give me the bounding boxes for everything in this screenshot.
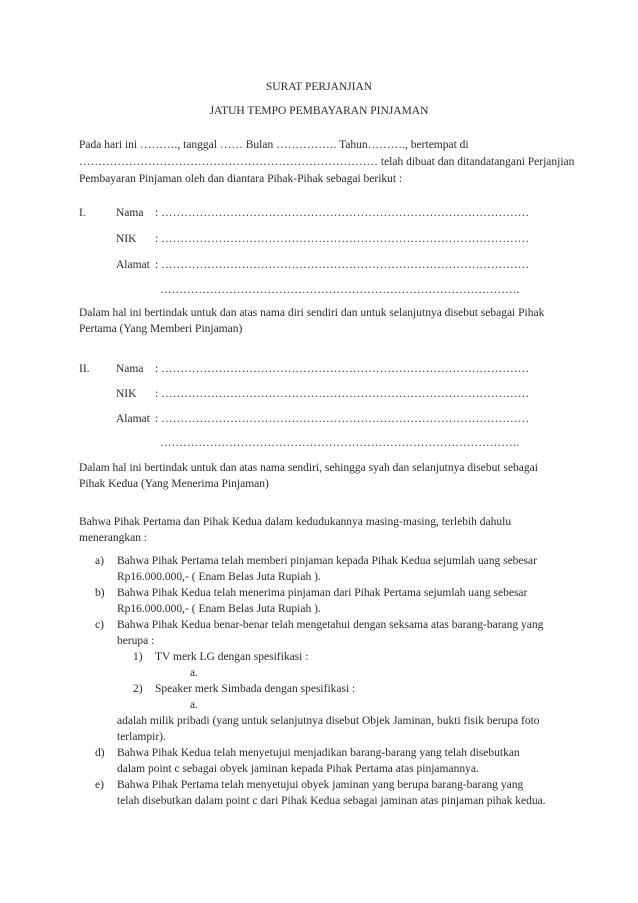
intro-line: Pembayaran Pinjaman oleh dan diantara Pihak-Pihak sebagai berikut : [79,173,403,185]
point-b-marker: b) [95,587,105,599]
party2-description: Dalam hal ini bertindak untuk dan atas nama sendiri, sehingga syah dan selanjutnya disebut sebagai [79,462,538,474]
party2-name-label: Nama [116,363,144,375]
preamble-line: Bahwa Pihak Pertama dan Pihak Kedua dalam kedudukannya masing-masing, terlebih dahulu [79,516,512,528]
point-c-text: berupa : [117,635,155,647]
party2-nik-value: : …………………………………………………………………………………… [155,388,530,400]
party1-address-value: : …………………………………………………………………………………… [155,259,530,271]
point-c-sub2-marker: 2) [133,683,143,695]
point-a-text: Bahwa Pihak Pertama telah memberi pinjaman kepada Pihak Kedua sejumlah uang sebesar [117,555,537,567]
party1-name-label: Nama [116,207,144,219]
preamble-line: menerangkan : [79,532,148,544]
point-d-text: Bahwa Pihak Kedua telah menyetujui menjadikan barang-barang yang telah disebutkan [117,747,520,759]
point-e-text: telah disebutkan dalam point c dari Pihak Kedua sebagai jaminan atas pinjaman pihak kedua. [117,795,546,807]
party2-name-value: : …………………………………………………………………………………… [155,363,530,375]
party2-description: Pihak Kedua (Yang Menerima Pinjaman) [79,478,269,490]
intro-line: …………………………………………………………………… telah dibuat dan ditandatangani Perjanjian [79,156,575,168]
point-c-sub1-marker: 1) [133,651,143,663]
point-c-marker: c) [95,619,104,631]
point-c-text: Bahwa Pihak Kedua benar-benar telah mengetahui dengan seksama atas barang-barang yang [117,619,544,631]
party1-address-label: Alamat [116,259,150,271]
party1-numeral: I. [79,207,86,219]
point-c-sub2-item: a. [190,699,198,711]
party2-address-value: : …………………………………………………………………………………… [155,413,530,425]
party1-description: Pertama (Yang Memberi Pinjaman) [79,323,243,335]
point-a-text: Rp16.000.000,- ( Enam Belas Juta Rupiah ). [117,571,321,583]
party1-name-value: : …………………………………………………………………………………… [155,207,530,219]
point-b-text: Rp16.000.000,- ( Enam Belas Juta Rupiah ). [117,603,321,615]
point-b-text: Bahwa Pihak Kedua telah menerima pinjaman dari Pihak Pertama sejumlah uang sebesar [117,587,528,599]
point-c-sub1-item: a. [190,667,198,679]
party2-numeral: II. [79,363,90,375]
party1-nik-label: NIK [116,233,137,245]
party1-address-cont: …………………………………………………………………………………. [160,284,520,296]
party2-address-cont: …………………………………………………………………………………. [160,437,520,449]
point-c-text: terlampir). [117,731,166,743]
point-a-marker: a) [95,555,104,567]
point-c-text: adalah milik pribadi (yang untuk selanjutnya disebut Objek Jaminan, bukti fisik berupa foto [117,715,540,727]
party2-nik-label: NIK [116,388,137,400]
point-c-sub2-text: Speaker merk Simbada dengan spesifikasi : [155,683,356,695]
document-title: SURAT PERJANJIAN [265,81,373,93]
party2-address-label: Alamat [116,413,150,425]
point-e-marker: e) [95,779,104,791]
point-d-text: dalam point c sebagai obyek jaminan kepada Pihak Pertama atas pinjamannya. [117,763,479,775]
document-subtitle: JATUH TEMPO PEMBAYARAN PINJAMAN [209,105,429,117]
party1-nik-value: : …………………………………………………………………………………… [155,233,530,245]
intro-line: Pada hari ini ………., tanggal …… Bulan ……………. Tahun………., bertempat di [79,139,469,151]
point-d-marker: d) [95,747,105,759]
point-e-text: Bahwa Pihak Pertama telah menyetujui obyek jaminan yang berupa barang-barang yang [117,779,524,791]
party1-description: Dalam hal ini bertindak untuk dan atas nama diri sendiri dan untuk selanjutnya disebut sebagai Pihak [79,307,545,319]
point-c-sub1-text: TV merk LG dengan spesifikasi : [155,651,309,663]
